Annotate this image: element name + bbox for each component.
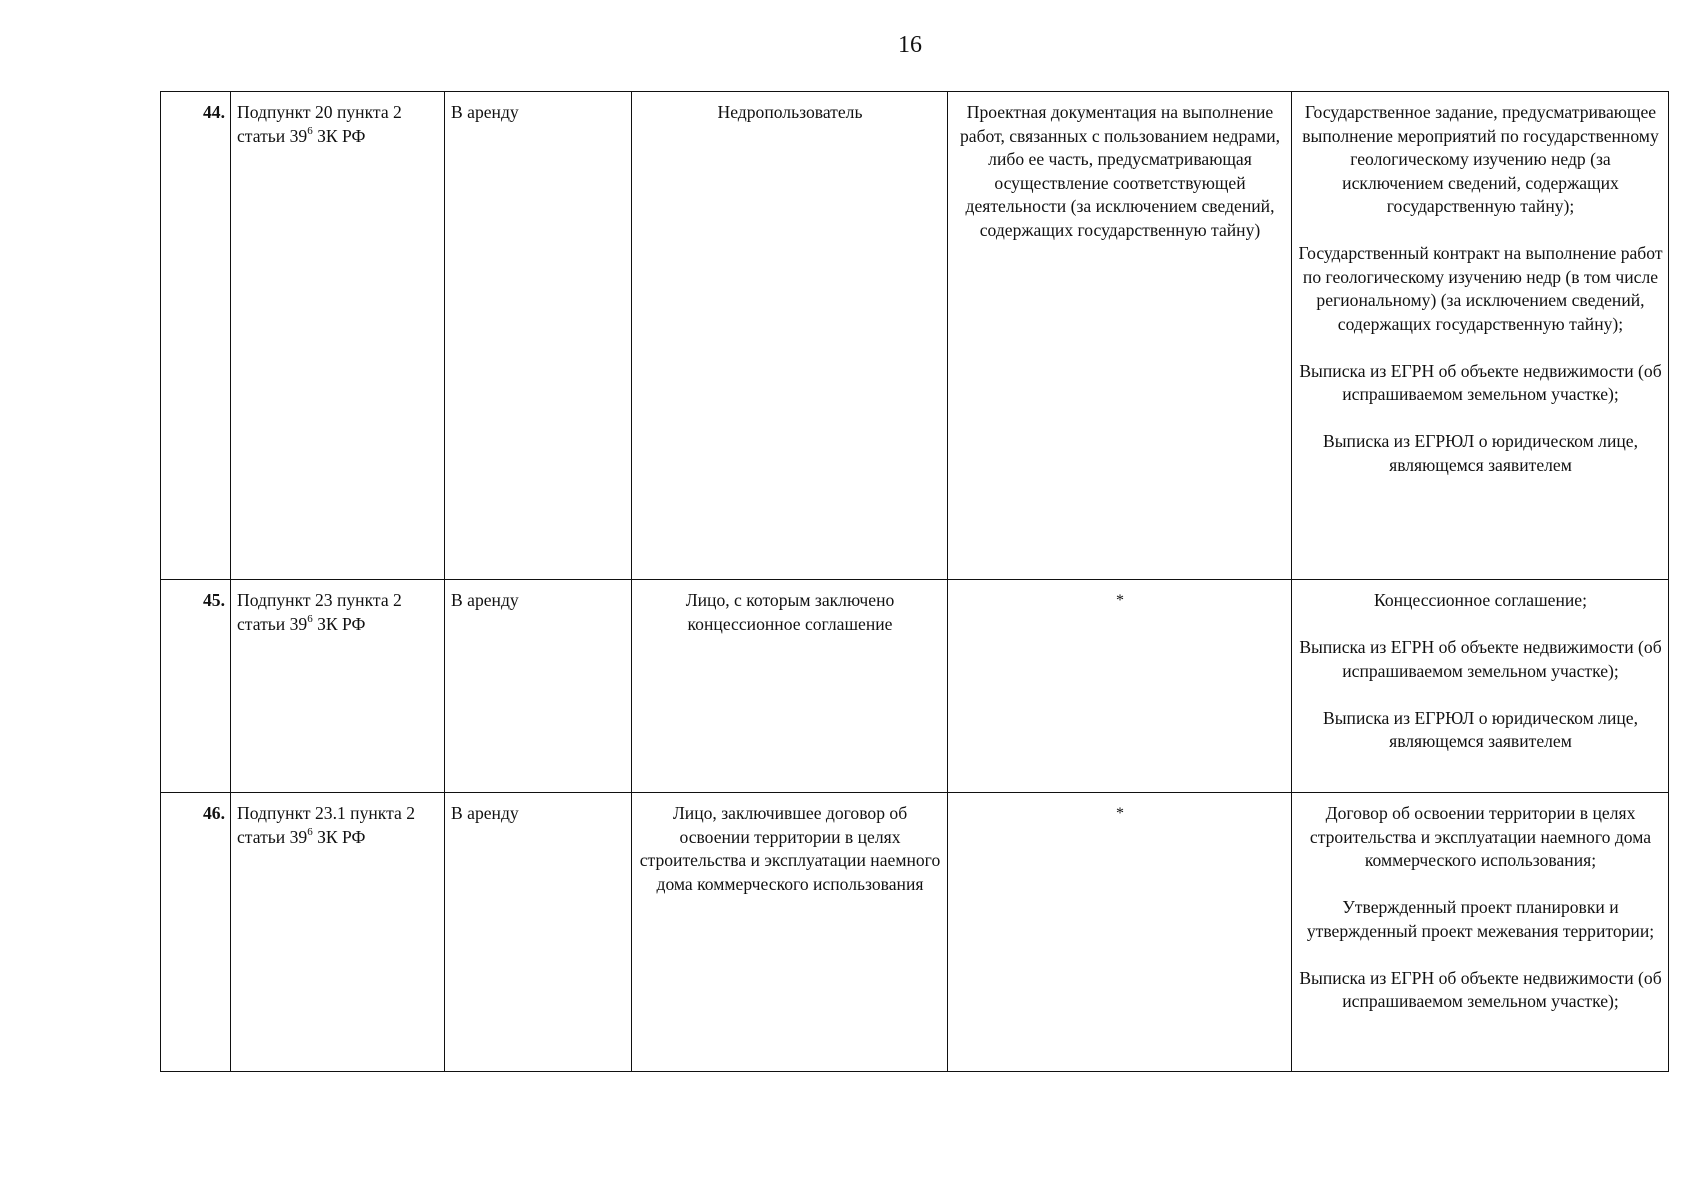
legal-basis-tail: ЗК РФ — [312, 826, 366, 847]
state-documents — [1292, 92, 1669, 580]
state-document: Утвержденный проект планировки и утвержденный проект межевания территории; — [1306, 897, 1655, 941]
state-documents — [1292, 580, 1669, 793]
asterisk-mark: * — [1116, 805, 1124, 822]
state-documents — [1292, 793, 1669, 1072]
legal-basis-tail: ЗК РФ — [312, 613, 366, 634]
legal-basis — [231, 793, 445, 1072]
provision-type: В аренду — [445, 793, 632, 1072]
applicant-subject: Лицо, с которым заключено концессионное соглашение — [632, 580, 948, 793]
state-document: Выписка из ЕГРН об объекте недвижимости (об испрашиваемом земельном участке); — [1299, 967, 1662, 1011]
legal-basis — [231, 92, 445, 580]
state-document: Выписка из ЕГРЮЛ о юридическом лице, являющемся заявителем — [1323, 431, 1638, 475]
state-document: Концессионное соглашение; — [1373, 590, 1587, 610]
asterisk-mark: * — [1116, 592, 1124, 609]
legal-basis-sup: 6 — [307, 612, 313, 625]
table-row — [161, 793, 1669, 1072]
row-number: 45. — [161, 580, 231, 793]
provision-type: В аренду — [445, 580, 632, 793]
page-number: 16 — [898, 32, 922, 58]
state-document: Выписка из ЕГРН об объекте недвижимости (об испрашиваемом земельном участке); — [1299, 360, 1662, 404]
applicant-documents — [948, 92, 1292, 580]
state-document: Договор об освоении территории в целях строительства и эксплуатации наемного дома коммерческого использования; — [1309, 803, 1652, 870]
state-document: Выписка из ЕГРЮЛ о юридическом лице, являющемся заявителем — [1323, 707, 1638, 751]
applicant-subject: Лицо, заключившее договор об освоении территории в целях строительства и эксплуатации наемного дома коммерческого использования — [632, 793, 948, 1072]
state-document: Выписка из ЕГРН об объекте недвижимости (об испрашиваемом земельном участке); — [1299, 637, 1662, 681]
legal-basis-sup: 6 — [307, 825, 313, 838]
row-number: 46. — [161, 793, 231, 1072]
legal-basis-tail: ЗК РФ — [312, 125, 366, 146]
applicant-subject: Недропользователь — [632, 92, 948, 580]
documents-table — [160, 91, 1669, 1072]
state-document: Государственный контракт на выполнение работ по геологическому изучению недр (в том числе региональному) (за исключением сведений, содержащих государственную тайну); — [1298, 243, 1663, 334]
legal-basis-text: Подпункт 20 пункта 2 статьи 39 — [237, 102, 402, 146]
legal-basis-sup: 6 — [307, 124, 313, 137]
legal-basis — [231, 580, 445, 793]
table-row — [161, 92, 1669, 580]
row-number: 44. — [161, 92, 231, 580]
applicant-documents — [948, 580, 1292, 793]
state-document: Государственное задание, предусматривающее выполнение мероприятий по государственному геологическому изучению недр (за исключением сведений, содержащих государственную тайну); — [1302, 102, 1659, 216]
legal-basis-text: Подпункт 23 пункта 2 статьи 39 — [237, 590, 402, 634]
legal-basis-text: Подпункт 23.1 пункта 2 статьи 39 — [237, 803, 416, 847]
table-row — [161, 580, 1669, 793]
applicant-documents — [948, 793, 1292, 1072]
provision-type: В аренду — [445, 92, 632, 580]
applicant-document: Проектная документация на выполнение работ, связанных с пользованием недрами, либо ее часть, предусматривающая осуществление соответствующей деятельности (за исключением сведений, содержащих государственную тайну) — [959, 102, 1281, 240]
